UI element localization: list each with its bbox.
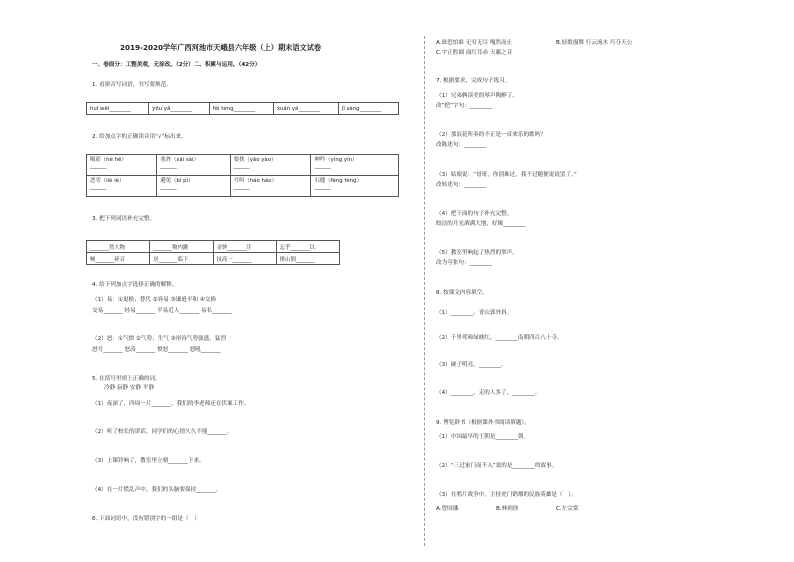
question-7-answer[interactable]: 改陈述句：________: [436, 142, 487, 148]
question-9-label: 9. 博览群书（根据课外书阅读填题）。: [436, 420, 530, 426]
question-4-part-1-answers[interactable]: 交易_______ 轻易_______ 平易近人_______ 易名_______: [92, 308, 232, 314]
question-8-label: 8. 按课文内容填空。: [436, 290, 488, 296]
q6-option-c[interactable]: C.宇正腔圆 面红耳赤 天籁之音: [436, 50, 513, 56]
pinyin-cell[interactable]: xuán yá________: [273, 103, 338, 115]
question-7-answer[interactable]: 改为夸张句：________: [436, 260, 492, 266]
pronunciation-cell[interactable]: 避免（bì pì） ______: [157, 176, 230, 197]
column-divider: [424, 36, 425, 546]
question-7-sentence: （2）那浪花所奏的不正是一首欢乐的歌吗？: [436, 132, 546, 138]
question-4-part-2: （2）怒：①气愤 ②气势；生气 ③形容气势强盛，猛烈: [92, 336, 227, 342]
idiom-cell[interactable]: 排山倒_______: [276, 253, 339, 265]
question-5-sentence[interactable]: （4）在一片慌乱声中，我们的头脑要保持_______。: [92, 487, 222, 493]
question-4-part-1: （1）易：①更换；替代 ②容易 ③谦逊平和 ④交换: [92, 297, 217, 303]
question-7-sentence: （4）把下面的句子补充完整。: [436, 211, 513, 217]
pinyin-cell[interactable]: yōu yǎ________: [149, 103, 210, 115]
pronunciation-cell[interactable]: 要挟（yāo yào） ______: [230, 155, 311, 176]
pronunciation-cell[interactable]: 号叫（háo hào） ______: [230, 176, 311, 197]
pronunciation-cell[interactable]: 恶劣（liè lè） ______: [87, 176, 157, 197]
idiom-cell[interactable]: 技高一_______: [213, 253, 276, 265]
idiom-cell[interactable]: 金钟_______注: [213, 241, 276, 253]
question-7-sentence: （5）教室里响起了热烈的掌声。: [436, 250, 518, 256]
question-7-sentence: （3）姑娘说：“哥哥，你别难过，我不过随便说说罢了。”: [436, 172, 577, 178]
question-2-label: 2. 给加点字的正确读音用“√”标出来。: [92, 134, 187, 140]
question-8-line[interactable]: （3）碰子明亮，________。: [436, 362, 507, 368]
question-5-sentence[interactable]: （3）上课铃响了，教室里立刻_______下来。: [92, 458, 205, 464]
idiom-cell[interactable]: 忘乎_______以: [276, 241, 339, 253]
pinyin-cell[interactable]: fèi téng________: [209, 103, 273, 115]
pronunciation-cell[interactable]: 石缝（fèng féng） ______: [311, 176, 399, 197]
q6-option-b[interactable]: B.轻歌漫舞 行云流水 巧夺天公: [556, 40, 633, 46]
question-1-label: 1. 看拼音写词语，书写要规范。: [92, 82, 172, 88]
pronunciation-table: [86, 154, 399, 197]
pinyin-table: [86, 102, 399, 115]
question-7-answer[interactable]: 皎洁的月光洒满大地，好像________: [436, 221, 526, 227]
question-8-line[interactable]: （4）________，走的人多了，________。: [436, 390, 541, 396]
q9-option-b[interactable]: B.林则徐: [496, 506, 519, 512]
question-8-line[interactable]: （1）________，青山郭外斜。: [436, 310, 513, 316]
question-5-sentence[interactable]: （2）听了校长的讲话，同学们的心情久久不能_______。: [92, 429, 233, 435]
idiom-cell[interactable]: 居_______临下: [150, 253, 213, 265]
question-4-label: 4. 给下列加点字选择正确的解释。: [92, 282, 178, 288]
question-7-sentence: （1）兄弟俩读美的琴声陶醉了。: [436, 93, 518, 99]
question-8-line[interactable]: （2）千里莺啼绿映红，________南朝四百八十寺。: [436, 335, 563, 341]
page-title: 2019-2020学年广西河池市天峨县六年级（上）期末语文试卷: [120, 43, 322, 52]
question-6-label: 6. 下面词语中，没有错别字的一组是（ ）: [92, 516, 200, 522]
question-7-label: 7. 根据要求，完成句子练习。: [436, 78, 511, 84]
question-4-part-2-answers[interactable]: 怒号_______ 怒涛_______ 愤怒_______ 怒吼_______: [92, 347, 221, 353]
question-9-line[interactable]: （3）在鸦片战争中，主持虎门销烟的民族英雄是（ ）。: [436, 492, 577, 498]
question-5-sentence[interactable]: （1）夜深了，四周一片_______，我们的李老师还在伏案工作。: [92, 401, 250, 407]
question-7-answer[interactable]: 改“把”字句：________: [436, 103, 493, 109]
question-9-line[interactable]: （1）中国最早的王朝是________朝。: [436, 434, 530, 440]
q9-option-c[interactable]: C.左宗棠: [556, 506, 579, 512]
idiom-cell[interactable]: _______然大物: [87, 241, 150, 253]
idiom-cell[interactable]: _______物内跳: [150, 241, 213, 253]
q6-option-a[interactable]: A.谁恐怕谁 无穷无尽 嘎然而止: [436, 40, 513, 46]
q9-option-a[interactable]: A.曾国藩: [436, 506, 459, 512]
section-heading: 一、卷面分：工整美观，无涂改。（2分）二、积累与运用。（42分）: [92, 62, 261, 68]
pronunciation-cell[interactable]: 喝彩（hè hē） ______: [87, 155, 157, 176]
idiom-cell[interactable]: 畅_______碎音: [87, 253, 150, 265]
question-7-answer[interactable]: 改转述句：________: [436, 182, 487, 188]
pronunciation-cell[interactable]: 塞外（sāi sài） ______: [157, 155, 230, 176]
pinyin-cell[interactable]: huī wēi________: [87, 103, 149, 115]
pinyin-cell[interactable]: jǐ sàng________: [338, 103, 398, 115]
question-5-label: 5. 在括号里填上正确的词。: [92, 376, 161, 382]
question-3-label: 3. 把下列词语补充完整。: [92, 216, 156, 222]
word-bank: 冷静 寂静 安静 平静: [104, 385, 155, 391]
question-9-line[interactable]: （2）“三过家门而不入”说的是________的故事。: [436, 463, 558, 469]
idiom-table: [86, 240, 340, 265]
pronunciation-cell[interactable]: 呻吟（yíng yín） ______: [311, 155, 399, 176]
